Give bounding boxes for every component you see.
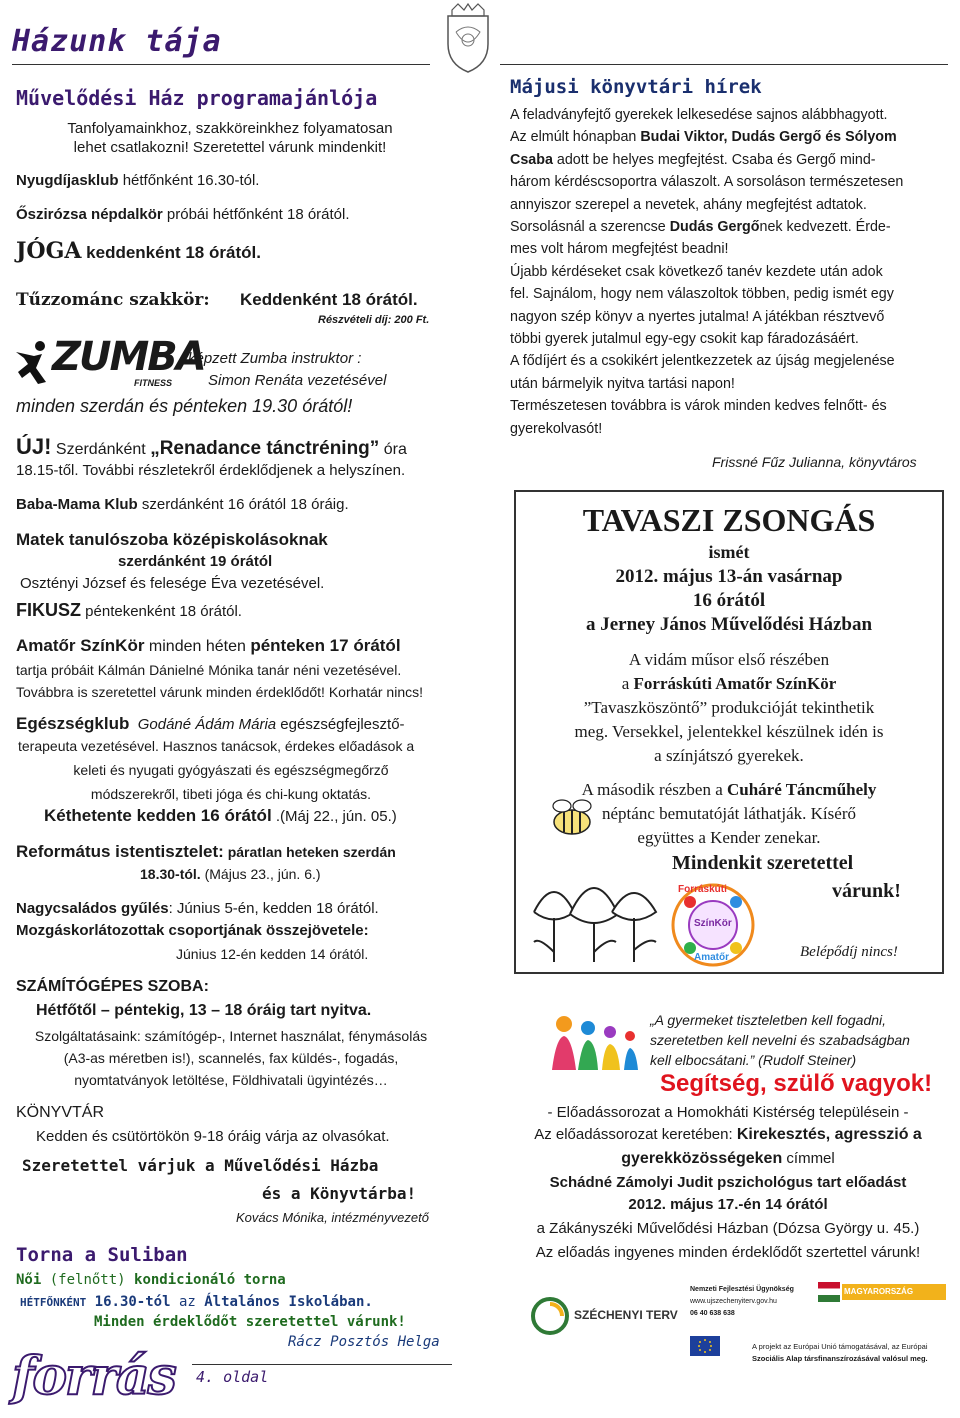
egeszseg-text-1: egészségfejlesztő- xyxy=(276,716,405,733)
torna-kondi: kondicionáló torna xyxy=(134,1272,286,1288)
nfu-line-2: www.ujszechenyiterv.gov.hu xyxy=(690,1298,777,1305)
nyugdij-time: hétfőnként 16.30-tól. xyxy=(118,172,260,189)
library-line: A fődíjért és a csokikért jelentkezzetek az újság megjelenése xyxy=(510,353,895,370)
event-place: a Jerney János Művelődési Házban xyxy=(585,614,873,635)
forraskuti-amator-szinkor-badge xyxy=(668,880,758,970)
egeszseg-line-3: keleti és nyugati gyógyászati és egészségmegőrző xyxy=(73,762,389,778)
reform-line xyxy=(16,842,396,862)
library-news xyxy=(510,104,944,440)
szamito-name: SZÁMÍTÓGÉPES SZOBA: xyxy=(16,978,209,995)
header-rule-right xyxy=(500,64,948,65)
amator-name: Amatőr SzínKör xyxy=(16,636,145,655)
library-line: nagyon szép könyv a nyertes jutalma! A játékban résztvevő xyxy=(510,308,885,325)
badge-top-text: Forráskúti xyxy=(678,884,727,895)
reform-name: Református istentisztelet: xyxy=(16,842,224,861)
event-entry: Belépődíj nincs! xyxy=(800,944,898,960)
amator-line-3: Továbbra is szeretettel várunk minden érdeklődőt! Korhatár nincs! xyxy=(16,684,423,700)
torna-place: Általános Iskolában. xyxy=(204,1294,373,1310)
babamama-line xyxy=(16,496,349,513)
welcome-signature: Kovács Mónika, intézményvezető xyxy=(236,1210,429,1225)
intro-line-2: lehet csatlakozni! Szeretettel várunk mindenkit! xyxy=(73,139,387,156)
intro-line-1: Tanfolyamainkhoz, szakköreinkhez folyamatosan xyxy=(67,120,393,137)
egeszseg-dates: .(Máj 22., jún. 05.) xyxy=(271,808,397,825)
reform-line-2 xyxy=(140,866,321,882)
oszirozsa-name: Őszirózsa népdalkör xyxy=(16,206,163,223)
konyvtar-name: KÖNYVTÁR xyxy=(16,1104,105,1121)
event-desc-5: a színjátszó gyerekek. xyxy=(654,746,804,765)
szechenyi-text: SZÉCHENYI TERV xyxy=(574,1308,678,1322)
event-desc-1: A vidám műsor első részében xyxy=(628,650,830,669)
egeszseg-line-2: terapeuta vezetésével. Hasznos tanácsok, érdekes előadások a xyxy=(18,738,415,754)
coat-of-arms-emblem xyxy=(438,2,498,74)
help-line-6: a Zákányszéki Művelődési Házban (Dózsa György u. 45.) xyxy=(536,1220,920,1237)
program-title: Művelődési Ház programajánlója xyxy=(16,86,378,110)
mozgas-time: Június 12-én kedden 14 órától. xyxy=(176,946,369,962)
uj-name: „Renadance tánctréning” xyxy=(150,438,380,459)
torna-line-3: Minden érdeklődőt szeretettel várunk! xyxy=(94,1314,406,1330)
nagycsal-time: : Június 5-én, kedden 18 órától. xyxy=(168,900,379,917)
amator-line-2: tartja próbáit Kálmán Dánielné Mónika tanár néni vezetésével. xyxy=(16,662,402,678)
library-line: Sorsolásnál a szerencse Dudás Gergőnek kedvezett. Érde- xyxy=(510,219,891,236)
quote-line-1: „A gyermeket tiszteletben kell fogadni, xyxy=(650,1012,887,1028)
torna-days: HÉTFŐNKÉNT xyxy=(20,1296,87,1309)
event-time: 16 órától xyxy=(692,590,766,611)
event-desc-7: néptánc bemutatóját láthatják. Kísérő xyxy=(602,804,856,823)
zumba-line-3: minden szerdán és pénteken 19.30 órától! xyxy=(16,396,353,416)
library-line: mes volt három megfejtést beadni! xyxy=(510,241,729,258)
help-line-4: Schádné Zámolyi Judit pszichológus tart előadást xyxy=(549,1174,907,1191)
egeszseg-line xyxy=(16,714,405,734)
nyugdij-name: Nyugdíjasklub xyxy=(16,172,119,189)
torna-noi: Női xyxy=(16,1272,42,1288)
matek-lead: Osztényi József és felesége Éva vezetésével. xyxy=(20,575,325,592)
event-desc-6: A második részben a Cuháré Táncműhely xyxy=(581,780,877,799)
library-line: három kérdéscsoportra válaszolt. A sorsoláson természetesen xyxy=(510,174,904,191)
nfu-logo xyxy=(690,1286,810,1330)
uj-line-2: 18.15-től. További részletekről érdeklődjenek a helyszínen. xyxy=(16,462,406,479)
library-line: Természetesen továbbra is várok minden kedves felnőtt- és xyxy=(510,398,887,415)
uj-line xyxy=(16,434,407,460)
torna-line-2 xyxy=(20,1294,373,1310)
footer-rule xyxy=(192,1364,452,1365)
amator-text-1: minden héten xyxy=(144,638,251,655)
forras-logo-text: forrás xyxy=(12,1346,175,1407)
oszirozsa-line xyxy=(16,206,350,223)
amator-line xyxy=(16,636,401,656)
egeszseg-time: Kéthetente kedden 16 órától xyxy=(44,806,272,825)
uj-text-1: Szerdánként xyxy=(51,441,151,458)
zumba-line-2: Simon Renáta vezetésével xyxy=(208,372,387,389)
reform-dates: (Május 23., jún. 6.) xyxy=(200,866,321,882)
library-line: A feladványfejtő gyerekek lelkesedése sajnos alábbhagyott. xyxy=(510,107,888,123)
fikusz-name: FIKUSZ xyxy=(16,600,81,620)
reform-text-1: páratlan heteken szerdán xyxy=(223,844,396,860)
szechenyi-terv-logo xyxy=(530,1290,680,1344)
event-desc-4: meg. Versekkel, jelentekkel készülnek idén is xyxy=(574,722,884,741)
event-welcome-2: várunk! xyxy=(832,880,901,902)
children-figures-logo xyxy=(548,1010,644,1070)
event-date: 2012. május 13-án vasárnap xyxy=(615,566,843,587)
tuzzomanc-time: Keddenként 18 órától. xyxy=(240,290,418,309)
joga-name: JÓGA xyxy=(16,238,82,264)
joga-line xyxy=(16,238,261,264)
oszirozsa-time: próbái hétfőnként 18 órától. xyxy=(162,206,350,223)
fikusz-time: péntekenként 18 órától. xyxy=(81,603,242,620)
joga-time: keddenként 18 órától. xyxy=(81,243,261,262)
badge-bot-text: Amatőr xyxy=(694,952,730,963)
eu-line-1: A projekt az Európai Unió támogatásával, az Európai xyxy=(752,1342,928,1351)
library-line: annyiszor szerepel a nevetek, ahány megfejtést adtatok. xyxy=(510,196,867,213)
nfu-line-3: 06 40 638 638 xyxy=(690,1310,735,1317)
tuzzomanc-name: Tűzzománc szakkör: xyxy=(16,290,210,310)
babamama-name: Baba-Mama Klub xyxy=(16,496,138,513)
library-line: többi gyerek jutalmul egy-egy csokit kap fáradozásáért. xyxy=(510,331,859,348)
event-line-1: ismét xyxy=(708,542,750,562)
help-line-3: gyerekközösségeken címmel xyxy=(621,1150,835,1167)
szamito-line-1: Szolgáltatásaink: számítógép-, Internet használat, fénymásolás xyxy=(34,1028,428,1044)
event-desc-8: együttes a Kender zenekar. xyxy=(637,828,821,847)
mo-banner: MAGYARORSZÁG MEGÚJUL xyxy=(842,1284,946,1300)
eu-line-2: Szociális Alap társfinanszírozásával valósul meg. xyxy=(752,1354,928,1363)
page-number: 4. oldal xyxy=(196,1368,269,1386)
egeszseg-name: Egészségklub xyxy=(16,714,130,733)
zumba-logo-text: ZUMBA xyxy=(52,334,205,380)
egeszseg-line-4: módszerekről, tibeti jóga és chi-kung oktatás. xyxy=(90,786,372,802)
nfu-line-1: Nemzeti Fejlesztési Ügynökség xyxy=(690,1286,794,1293)
event-title: TAVASZI ZSONGÁS xyxy=(582,502,876,538)
library-line: Csaba adott be helyes megfejtést. Csaba és Gergő mind- xyxy=(510,151,876,168)
zumba-logo xyxy=(12,334,205,394)
help-line-5: 2012. május 17.-én 14 órától xyxy=(628,1196,828,1213)
matek-time: szerdánként 19 órától xyxy=(118,553,273,570)
quote-line-2: szeretetben kell nevelni és szabadságban xyxy=(650,1032,910,1048)
help-line-1: - Előadássorozat a Homokháti Kistérség településein - xyxy=(547,1104,909,1121)
matek-title: Matek tanulószoba középiskolásoknak xyxy=(16,530,328,549)
egeszseg-lead: Godáné Ádám Mária xyxy=(137,716,277,733)
library-line: Az elmúlt hónapban Budai Viktor, Dudás Gergő és Sólyom xyxy=(510,129,897,146)
library-line: gyerekolvasót! xyxy=(510,420,603,437)
szamito-line-3: nyomtatványok letöltése, Földhivatali ügyintézés… xyxy=(74,1072,388,1088)
help-line-7: Az előadás ingyenes minden érdeklődőt szertettel várunk! xyxy=(535,1244,921,1261)
event-desc-2: a Forráskúti Amatőr SzínKör xyxy=(621,674,837,693)
uj-text-2: óra xyxy=(379,441,407,458)
library-line: Újabb kérdéseket csak következő tanév kezdete után adok xyxy=(510,263,883,280)
help-title: Segítség, szülő vagyok! xyxy=(660,1070,933,1097)
nyugdij-line xyxy=(16,172,259,189)
torna-felnott: (felnőtt) xyxy=(41,1272,135,1288)
torna-az: az xyxy=(170,1294,205,1310)
event-box xyxy=(514,490,944,974)
bee-tulips-illustration xyxy=(524,792,674,968)
event-welcome-1: Mindenkit szeretettel xyxy=(672,852,854,874)
section-title: Házunk tája xyxy=(12,24,222,59)
nagycsal-line xyxy=(16,900,379,917)
nagycsal-name: Nagycsaládos gyűlés xyxy=(16,900,169,917)
zumba-logo-sub: FITNESS xyxy=(134,378,173,388)
welcome-line-1: Szeretettel várjuk a Művelődési Házba xyxy=(22,1156,379,1175)
zumba-figure-icon xyxy=(12,338,52,386)
mozgas-name: Mozgáskorlátozottak csoportjának összejövetele: xyxy=(16,922,369,939)
header-rule-left xyxy=(12,64,430,65)
hungarian-flag-icon xyxy=(818,1282,840,1302)
konyvtar-time: Kedden és csütörtökön 9-18 óráig várja az olvasókat. xyxy=(36,1128,390,1145)
szamito-time: Hétfőtől – péntekig, 13 – 18 óráig tart nyitva. xyxy=(36,1002,372,1019)
amator-time: pénteken 17 órától xyxy=(250,636,401,655)
torna-title: Torna a Suliban xyxy=(16,1244,188,1266)
szamito-line-2: (A3-as méretben is!), scannelés, fax küldés-, fogadás, xyxy=(63,1050,399,1066)
magyarorszag-megujul-logo xyxy=(818,1282,948,1312)
egeszseg-time-line xyxy=(44,806,397,826)
reform-time: 18.30-tól. xyxy=(140,866,201,882)
torna-line-1 xyxy=(16,1272,286,1288)
help-line-2: Az előadássorozat keretében: Kirekesztés, agresszió a xyxy=(534,1126,922,1143)
library-title: Májusi könyvtári hírek xyxy=(510,76,762,98)
torna-signature: Rácz Posztós Helga xyxy=(288,1334,440,1350)
library-line: fel. Sajnálom, hogy nem válaszoltok többen, pedig ismét egy xyxy=(510,286,894,303)
tuzzomanc-fee: Részvételi díj: 200 Ft. xyxy=(318,314,430,326)
fikusz-line xyxy=(16,600,242,621)
babamama-time: szerdánként 16 órától 18 óráig. xyxy=(137,496,349,513)
forras-logo xyxy=(10,1346,190,1410)
badge-mid-text: SzínKör xyxy=(694,918,732,929)
torna-time: 16.30-tól xyxy=(86,1294,171,1310)
welcome-line-2: és a Könyvtárba! xyxy=(262,1184,417,1203)
library-signature: Frissné Fűz Julianna, könyvtáros xyxy=(712,454,917,470)
zumba-line-1: képzett Zumba instruktor : xyxy=(188,350,362,367)
quote-line-3: kell elbocsátani.” (Rudolf Steiner) xyxy=(650,1052,857,1068)
eu-flag-icon xyxy=(690,1336,720,1356)
szechenyi-circle-icon xyxy=(530,1296,570,1336)
event-desc-3: ”Tavaszköszöntő” produkcióját tekinthetik xyxy=(583,698,875,717)
uj-label: ÚJ! xyxy=(16,434,52,459)
library-line: után bármelyik nyitva tartási napon! xyxy=(510,375,735,392)
